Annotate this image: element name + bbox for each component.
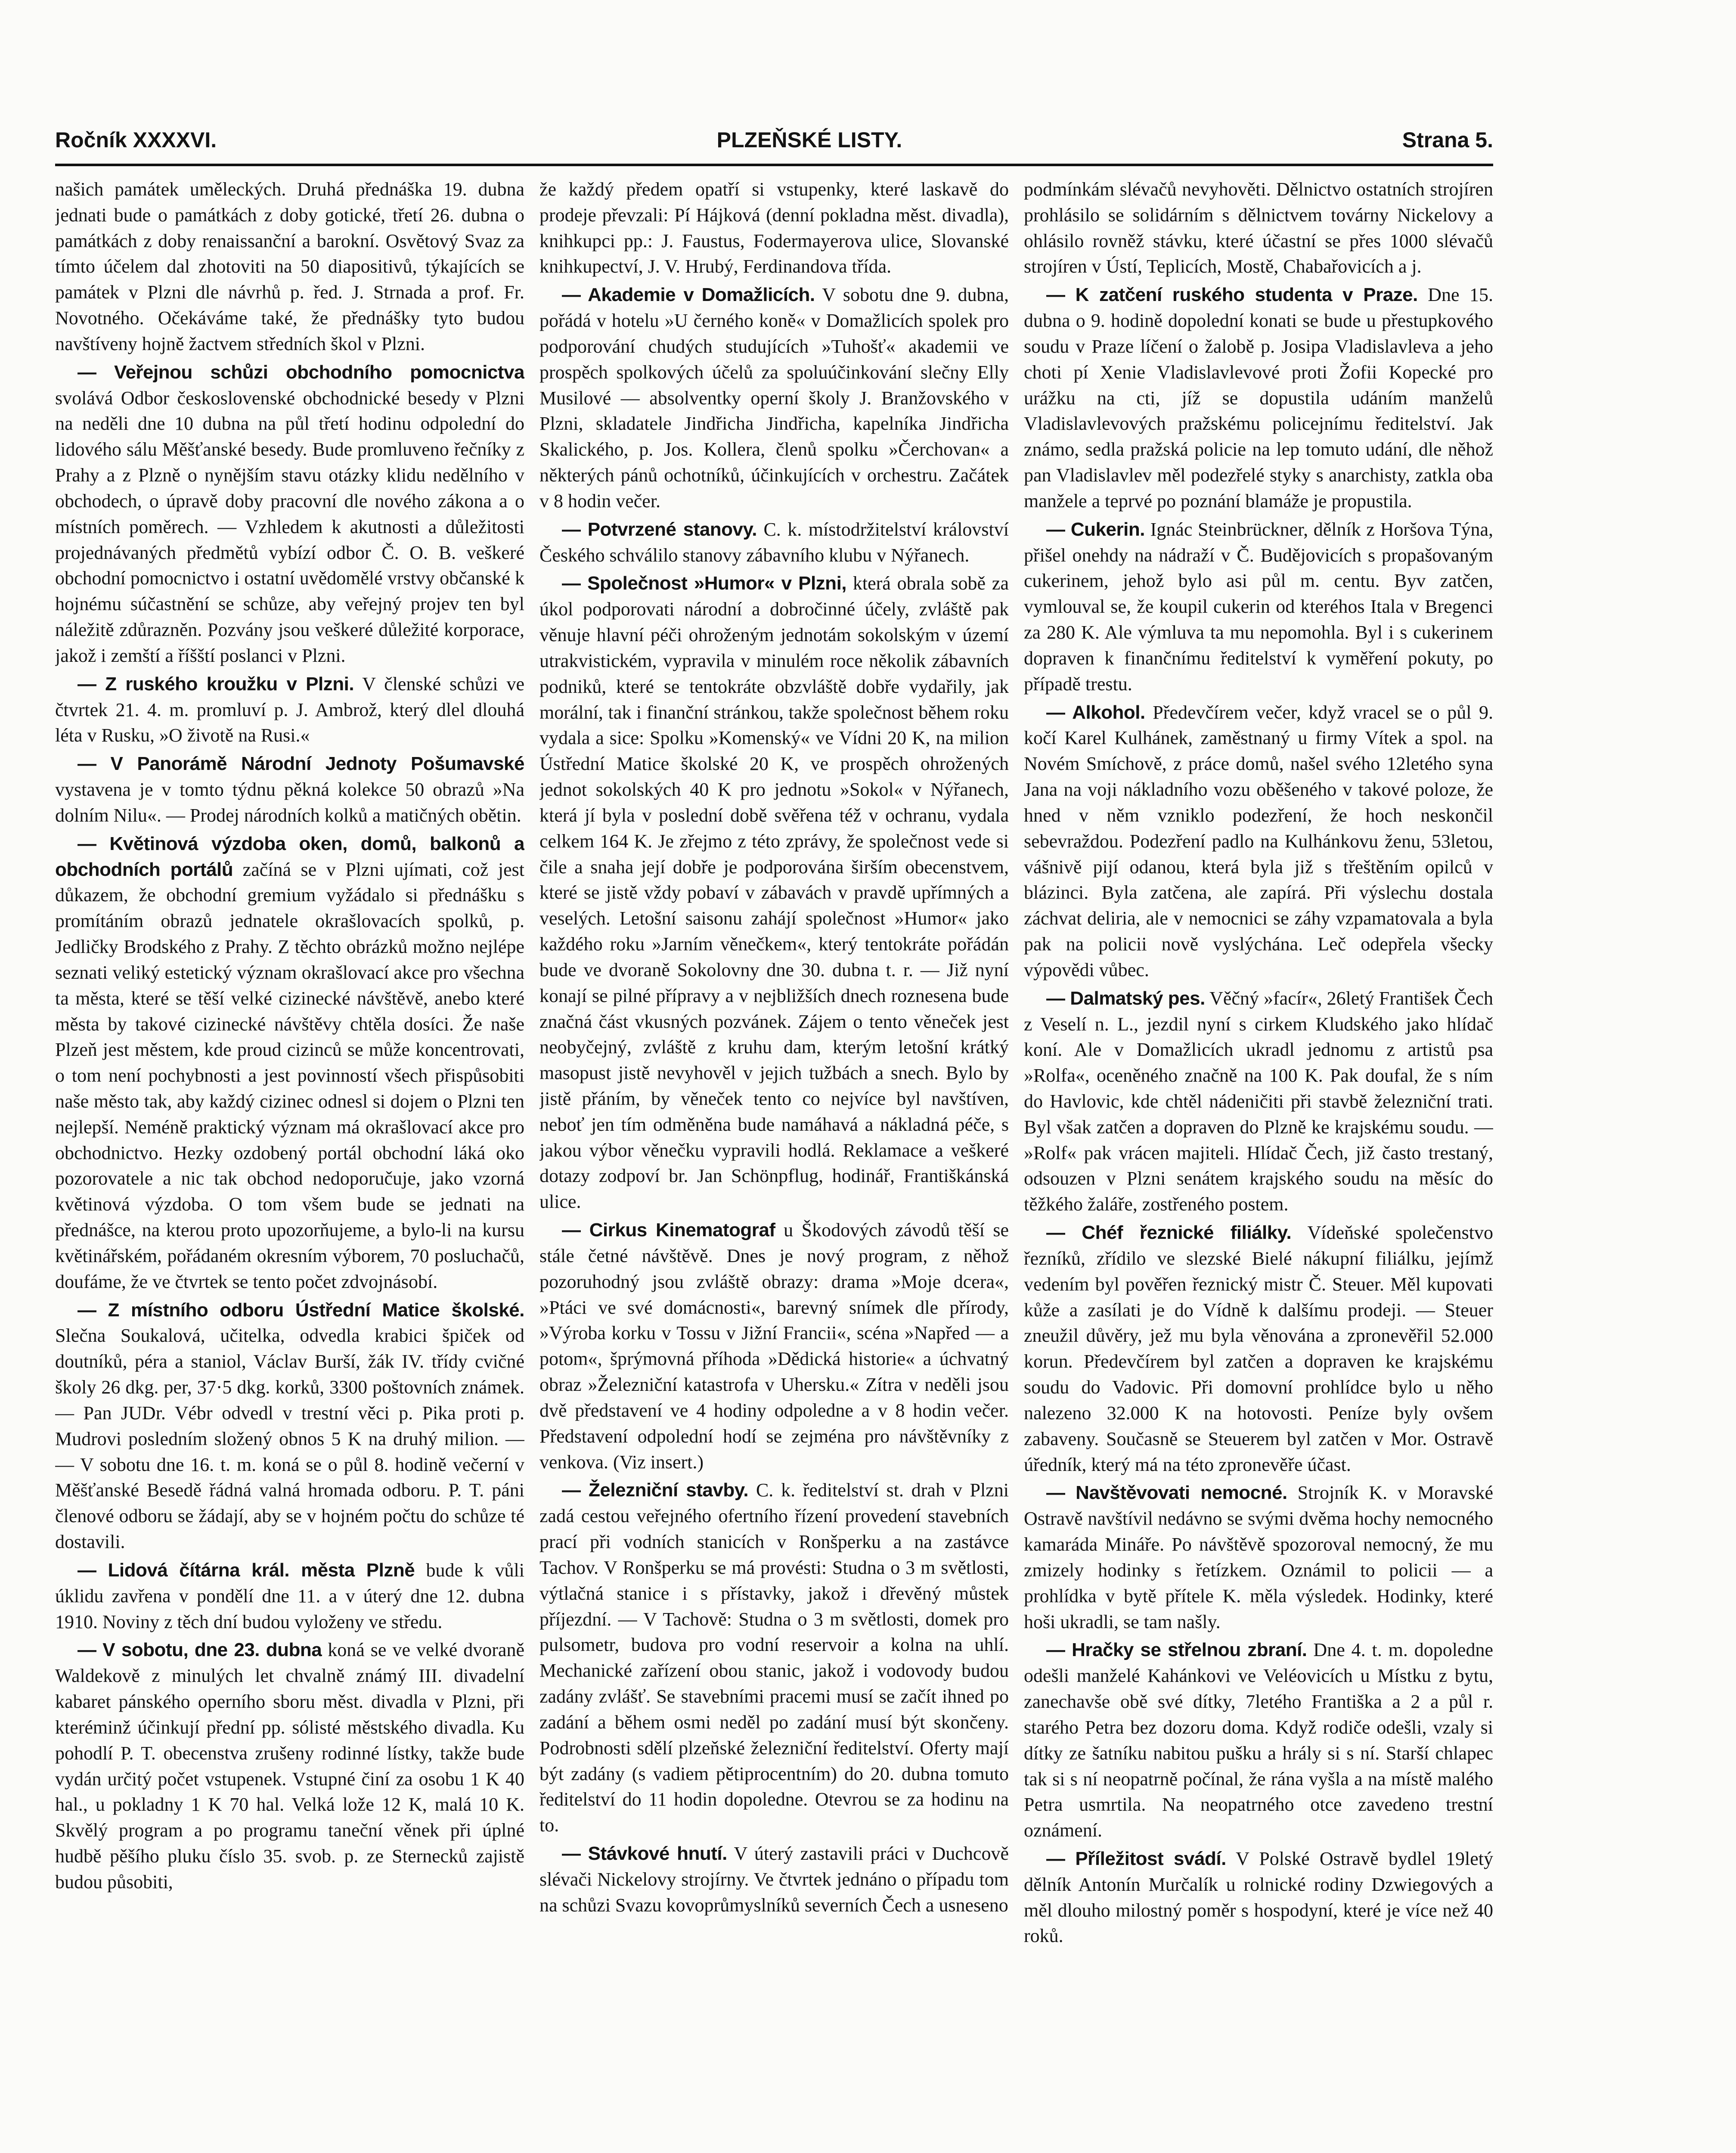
news-item-heading: — Navštěvovati nemocné.: [1046, 1482, 1287, 1504]
news-item: [539, 1217, 1009, 1475]
news-item-text: V sobotu dne 9. dubna, pořádá v hotelu »U černého koně« v Domažlicích spolek pro podporování chudých studujících »Tuhošť« akademii ve prospěch spolkových účelů za spoluúčinkování slečny Elly Musilové — absolventky operní školy J. Branžovského v Plzni, skladatele Jindřicha Jindřicha, kapelníka Jindřicha Skalického, p. Jos. Kollera, členů spolku »Čerchovan« a některých pánů ochotníků, účinkujících v orchestru. Začátek v 8 hodin večer.: [539, 284, 1009, 512]
news-item: [539, 517, 1009, 568]
news-item-text: vystavena je v tomto týdnu pěkná kolekce 50 obrazů »Na dolním Nilu«. — Prodej národních kolků a matičných obětin.: [55, 779, 524, 826]
news-item-text: začíná se v Plzni ujímati, což jest důkazem, že obchodní gremium vyžádalo si přednášku s promítáním obrazů jednatele okrašlovacích spolků, p. Jedličky Brodského z Prahy. Z těchto obrázků možno nejlépe seznati veliký estetický význam okrašlovací akce pro všechna ta města, které se těší velké cizinecké návštěvě, anebo které města by takové cizinecké návštěvy chtěla dosíci. Že naše Plzeň jest městem, kde proud cizinců se může koncentrovati, o tom není pochybnosti a jest povinností všech přispůsobiti naše město tak, aby každý cizinec odnesl si dojem o Plzni ten nejlepší. Neméně praktický význam má okrašlovací akce pro obchodnictvo. Hezky ozdobený portál obchodní láká oko pozorovatele a nic tak obchod nedoporučuje, jako vzorná květinová výzdoba. O tom všem bude se jednati na přednášce, na kterou proto upozorňujeme, a bylo-li na kursu květinářském, pořádaném okresním výborem, 70 posluchačů, doufáme, že ve čtvrtek se tento počet zdvojnásobí.: [55, 859, 524, 1292]
news-item-heading: — Akademie v Domažlicích.: [562, 284, 815, 306]
news-item-heading: — Květinová výzdoba oken, domů, balkonů a obchodních portálů: [55, 833, 524, 880]
page-header: [55, 121, 1493, 158]
news-item-heading: — V sobotu, dne 23. dubna: [78, 1639, 322, 1661]
news-item-text: u Škodových závodů těší se stále četné návštěvě. Dnes je nový program, z něhož pozoruhodný jsou zvláště obrazy: drama »Moje dcera«, »Ptáci ve své domácnosti«, barevný snímek dle přírody, »Výroba korku v Tossu v Jižní Francii«, scéna »Napřed — a potom«, šprýmovná příhoda »Dědická historie« a úchvatný obraz »Železniční katastrofa v Uhersku.« Zítra v neděli jsou dvě představení ve 4 hodiny odpoledne a v 8 hodin večer. Představení odpolední hodí se zejména pro návštěvníky z venkova. (Viz insert.): [539, 1219, 1009, 1473]
news-item: [55, 671, 524, 748]
header-rule: [55, 164, 1493, 166]
news-item-heading: — Z místního odboru Ústřední Matice školské.: [78, 1299, 524, 1321]
news-item-text: Dne 15. dubna o 9. hodině dopolední konati se bude u přestupkového soudu v Praze líčení o žalobě p. Josipa Vladislavleva a jeho choti pí Xenie Vladislavlevové proti Žofii Kopecké pro urážku na cti, jíž se dopustila udáním manželů Vladislavlevových pražskému policejnímu ředitelství. Jak známo, sedla pražská policie na lep tomuto udání, dle něhož pan Vladislavlev měl podezřelé styky s anarchisty, zatkla oba manžele a teprvé po poznání blamáže je propustila.: [1024, 284, 1493, 512]
news-item-text: Vídeňské společenstvo řezníků, zřídilo ve slezské Bielé nákupní filiálku, jejímž vedením byl pověřen řeznický mistr Č. Steuer. Měl kupovati kůže a zasílati je do Vídně k dalšímu prodeji. — Steuer zneužil důvěry, jež mu byla věnována a zpronevěřil 52.000 korun. Předevčírem byl zatčen a dopraven ke krajskému soudu do Vadovic. Při domovní prohlídce bylo u něho nalezeno 32.000 K na hotovosti. Peníze byly ovšem zabaveny. Současně se Steuerem byl zatčen v Mor. Ostravě úředník, který má na této zpronevěře účast.: [1024, 1222, 1493, 1475]
news-item: [1024, 1637, 1493, 1843]
news-item-text: Předevčírem večer, když vracel se o půl 9. kočí Karel Kulhánek, zaměstnaný u firmy Vítek a spol. na Novém Smíchově, z práce domů, našel svého 12letého syna Jana na voji nákladního vozu oběšeného v takové poloze, že hned v něm vzniklo podezření, že hoch neskončil sebevraždou. Podezření padlo na Kulhánkovu ženu, 53letou, vášnivě pijí odanou, která byla již s třeštěním opilců v blázinci. Byla zatčena, ale zapírá. Při výslechu dostala záchvat deliria, ale v nemocnici se záhy vzpamatovala a byla pak na policii nově vyslýchána. Leč odepřela všecky výpovědi vůbec.: [1024, 701, 1493, 980]
news-item: [55, 1557, 524, 1635]
news-item-text: V úterý zastavili práci v Duchcově slévači Nickelovy strojírny. Ve čtvrtek jednáno o případu tom na schůzi Svazu kovoprůmyslníků severních Čech a usneseno: [539, 1843, 1009, 1916]
column-1: [55, 177, 524, 2153]
article-columns: [55, 177, 1493, 2153]
news-item-heading: — Chéf řeznické filiálky.: [1046, 1222, 1292, 1244]
news-item-heading: — Lidová čítárna král. města Plzně: [78, 1559, 415, 1581]
news-item-text: Strojník K. v Moravské Ostravě navštívil nedávno se svými dvěma hochy nemocného kamaráda Mináře. Po návštěvě spozoroval nemocný, že mu zmizely hodinky s řetízkem. Oznámil to policii — a prohlídka v bytě přítele K. měla výsledek. Hodinky, které hoši ukradli, se tam našly.: [1024, 1482, 1493, 1632]
news-item: [55, 360, 524, 669]
news-item: [55, 751, 524, 828]
news-item: [539, 282, 1009, 514]
news-item-text: Ignác Steinbrückner, dělník z Horšova Týna, přišel onehdy na nádraží v Č. Budějovicích s propašovaným cukerinem, jehož bylo asi půl m. centu. Byv zatčen, vymlouval se, že koupil cukerin od kteréhos Itala v Bregenci za 280 K. Ale výmluva ta mu nepomohla. Byl i s cukerinem dopraven k finančnímu ředitelství k vyměření pokuty, po případě trestu.: [1024, 518, 1493, 695]
news-item-heading: — Alkohol.: [1046, 701, 1145, 723]
news-item-text: koná se ve velké dvoraně Waldekově z minulých let chvalně známý III. divadelní kabaret pánského operního sboru měst. divadla v Plzni, při kteréminž účinkují přední pp. sólisté městského divadla. Ku pohodlí P. T. obecenstva zrušeny rodinné lístky, takže bude vydán určitý počet vstupenek. Vstupné činí za osobu 1 K 40 hal., u pokladny 1 K 70 hal. Velká lože 12 K, malá 10 K. Skvělý program a po programu taneční věnek při úplné hudbě pěšího pluku číslo 35. svob. p. ze Sternecků zajistě budou působiti,: [55, 1639, 524, 1892]
newspaper-title: PLZEŇSKÉ LISTY.: [716, 128, 902, 152]
news-item: [1024, 1480, 1493, 1635]
news-item-heading: — Potvrzené stanovy.: [562, 518, 757, 540]
page-number: Strana 5.: [1402, 128, 1493, 152]
news-item-heading: — Veřejnou schůzi obchodního pomocnictva: [78, 361, 524, 383]
news-item: [1024, 1220, 1493, 1477]
news-item-text: Dne 4. t. m. dopoledne odešli manželé Kahánkovi ve Veléovicích u Místku z bytu, zanechavše obě své dítky, 7letého Františka a 2 a půl r. starého Petra bez dozoru doma. Když rodiče odešli, vzaly si dítky ze šatníku nabitou pušku a hrály si s ní. Starší chlapec tak si s ní neopatrně počínal, že rána vyšla a na místě malého Petra usmrtila. Na neopatrného otce zavedeno trestní oznámení.: [1024, 1639, 1493, 1841]
news-item-heading: — Dalmatský pes.: [1046, 987, 1205, 1009]
news-item-text: V členské schůzi ve čtvrtek 21. 4. m. promluví p. J. Ambrož, který dlel dlouhá léta v Rusku, »O životě na Rusi.«: [55, 673, 524, 746]
news-item: [55, 1297, 524, 1555]
news-item: [55, 831, 524, 1295]
news-item-heading: — Stávkové hnutí.: [562, 1843, 727, 1864]
news-item: [539, 571, 1009, 1215]
news-item-text: našich památek uměleckých. Druhá přednáška 19. dubna jednati bude o památkách z doby gotické, třetí 26. dubna o památkách z doby renaissanční a barokní. Osvětový Svaz za tímto účelem dal zhotoviti na 50 diapositivů, týkajících se památek v Plzni dle návrhů p. řed. J. Strnada a prof. Fr. Novotného. Očekáváme také, že přednášky tyto budou navštíveny hojně žactvem středních škol v Plzni.: [55, 179, 524, 354]
news-item-text: C. k. ředitelství st. drah v Plzni zadá cestou veřejného ofertního řízení provedení stavebních prací při vodních stanicích v Ronšperku a na zastávce Tachov. V Ronšperku se má provésti: Studna o 3 m světlosti, výtlačná stanice i s přístavky, jakož i dřevěný můstek příjezdní. — V Tachově: Studna o 3 m světlosti, domek pro pulsometr, budova pro vodní reservoir a kolna na uhlí. Mechanické zařízení obou stanic, jakož i vodovody budou zadány zvlášť. Se stavebními pracemi musí se začít ihned po zadání a během osmi neděl po zadání musí být skončeny. Podrobnosti sdělí plzeňské železniční ředitelství. Oferty mají být zadány (s vadiem pětiprocentním) do 20. dubna tomuto ředitelství do 11 hodin dopoledne. Otevrou se za hodinu na to.: [539, 1480, 1009, 1836]
news-item-continuation: [539, 177, 1009, 279]
news-item-text: V Polské Ostravě bydlel 19letý dělník Antonín Murčalík u rolnické rodiny Dzwiegových a měl dlouho milostný poměr s hospodyní, které je více než 40 roků.: [1024, 1848, 1493, 1947]
news-item-continuation: [55, 177, 524, 357]
news-item: [1024, 517, 1493, 697]
column-2: [539, 177, 1009, 2153]
news-item: [1024, 282, 1493, 514]
news-item-text: svolává Odbor československé obchodnické besedy v Plzni na neděli dne 10 dubna na půl třetí hodinu odpolední do lidového sálu Měšťanské besedy. Bude promluveno řečníky z Prahy a z Plzně o nynějším stavu otázky klidu nedělního v obchodech, o úpravě doby pracovní dle nového zákona a o místních poměrech. — Vzhledem k akutnosti a důležitosti projednávaných předmětů vybízí odbor Č. O. B. veškeré obchodní pomocnictvo i ostatní uvědomělé vrstvy občanské k hojnému súčastnění se schůze, aby veřejný projev ten byl náležitě zdůrazněn. Pozvány jsou veškeré důležité korporace, jakož i zemští a říšští poslanci v Plzni.: [55, 387, 524, 666]
news-item-heading: — Hračky se střelnou zbraní.: [1046, 1639, 1307, 1661]
volume-label: Ročník XXXXVI.: [55, 128, 217, 152]
news-item-heading: — Z ruského kroužku v Plzni.: [78, 673, 354, 695]
news-item-heading: — Železniční stavby.: [562, 1480, 749, 1501]
news-item-continuation: [1024, 177, 1493, 279]
news-item-text: která obrala sobě za úkol podporovati národní a dobročinné účely, zvláště pak věnuje hlavní péči ohroženým jednotám sokolským v území utrakvistickém, vypravila v minulém roce několik zábavních podniků, které se tentokráte obzvláště dobře vydařily, jak morální, tak i finanční stránkou, takže společnost během roku vydala a sice: Spolku »Komenský« ve Vídni 20 K, na milion Ústřední Matice školské 20 K, ve prospěch ohrožených jednot sokolských 40 K pro jednotu »Sokol« v Nýřanech, která jí byla v poslední době svěřena též v ochranu, vydala celkem 164 K. Je zřejmo z této zprávy, že společnost vede si čile a snaha její dobře je podporována širším obecenstvem, které se jistě vždy pobaví v zábavách v pravdě upřímných a veselých. Letošní saisonu zahájí společnost »Humor« jako každého roku »Jarním věnečkem«, který tentokráte pořádán bude ve dvoraně Sokolovny dne 30. dubna t. r. — Již nyní konají se pilné přípravy a v nejbližších dnech roznesena bude značná část vkusných pozvánek. Zájem o tento věneček jest neobyčejný, zvláště z kruhu dam, kterým letošní krátký masopust jistě nevyhověl v jejich tužbách a snech. Bylo by jistě přáním, by věneček tento co nejvíce byl navštíven, neboť jen tím odměněna bude namáhavá a nákladná péče, s jakou výbor věnečku vypravili hodlá. Reklamace a veškeré dotazy zodpoví br. Jan Schönpflug, hodinář, Františkánská ulice.: [539, 573, 1009, 1213]
news-item: [1024, 700, 1493, 983]
news-item: [55, 1637, 524, 1895]
news-item-heading: — Společnost »Humor« v Plzni,: [562, 573, 847, 594]
news-item-heading: — Příležitost svádí.: [1046, 1848, 1226, 1869]
news-item-text: že každý předem opatří si vstupenky, které laskavě do prodeje převzali: Pí Hájková (denní pokladna měst. divadla), knihkupci pp.: J. Faustus, Fodermayerova ulice, Slovanské knihkupectví, J. V. Hrubý, Ferdinandova třída.: [539, 179, 1009, 277]
news-item: [539, 1477, 1009, 1838]
news-item-heading: — Cirkus Kinematograf: [562, 1219, 775, 1241]
news-item-text: podmínkám slévačů nevyhověti. Dělnictvo ostatních strojíren prohlásilo se solidárním s dělnictvem továrny Nickelovy a ohlásilo rovněž stávku, které účastní se přes 1000 slévačů strojíren v Ústí, Teplicích, Mostě, Chabařovicích a j.: [1024, 179, 1493, 277]
news-item-text: bude k vůli úklidu zavřena v pondělí dne 11. a v úterý dne 12. dubna 1910. Noviny z těch dní budou vyloženy ve středu.: [55, 1559, 524, 1632]
news-item-text: Věčný »facír«, 26letý František Čech z Veselí n. L., jezdil nyní s cirkem Kludského jako hlídač koní. Ale v Domažlicích ukradl jednomu z artistů psa »Rolfa«, oceněného značně na 100 K. Pak doufal, že s ním do Havlovic, kde chtěl nádeničiti při stavbě železniční trati. Byl však zatčen a dopraven do Plzně ke krajskému soudu. — »Rolf« pak vrácen majiteli. Hlídač Čech, již často trestaný, odsouzen v Plzni senátem krajského soudu na měsíc do těžkého žaláře, zostřeného postem.: [1024, 987, 1493, 1215]
news-item-text: Slečna Soukalová, učitelka, odvedla krabici špiček od doutníků, péra a staniol, Václav Burší, žák IV. třídy cvičné školy 26 dkg. per, 37·5 dkg. korků, 3300 poštovních známek. — Pan JUDr. Vébr odvedl v trestní věci p. Pika proti p. Mudrovi posledním složený obnos 5 K na druhý milion. — — V sobotu dne 16. t. m. koná se o půl 8. hodině večerní v Měšťanské Besedě řádná valná hromada odboru. P. T. páni členové odboru se žádají, aby se v hojném počtu do schůze té dostavili.: [55, 1325, 524, 1553]
news-item: [1024, 1846, 1493, 1949]
news-item: [1024, 986, 1493, 1217]
news-item-heading: — V Panorámě Národní Jednoty Pošumavské: [78, 753, 524, 775]
news-item-heading: — K zatčení ruského studenta v Praze.: [1046, 284, 1418, 306]
news-item: [539, 1841, 1009, 1918]
news-item-text: C. k. místodržitelství království Českého schválilo stanovy zábavního klubu v Nýřanech.: [539, 518, 1009, 566]
news-item-heading: — Cukerin.: [1046, 518, 1145, 540]
column-3: [1024, 177, 1493, 2153]
